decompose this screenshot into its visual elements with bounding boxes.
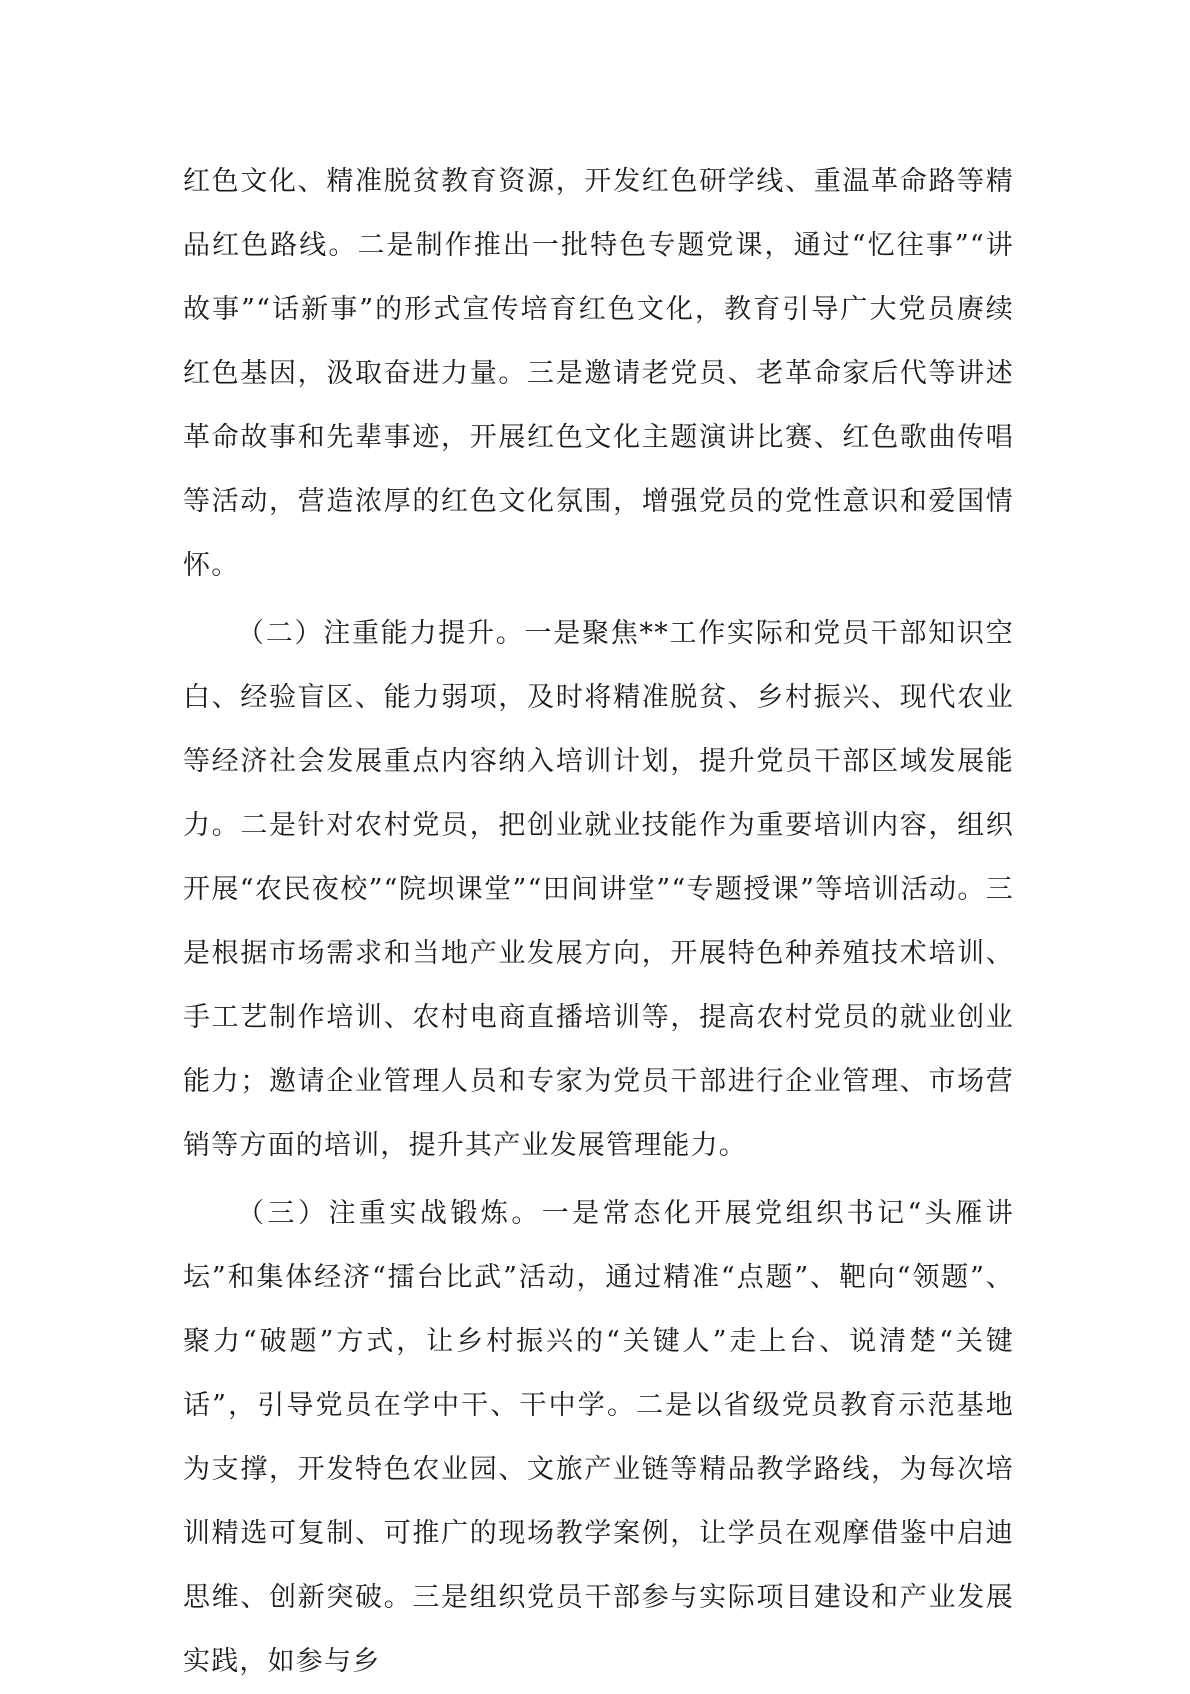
paragraph-capability-improvement: （二）注重能力提升。一是聚焦**工作实际和党员干部知识空白、经验盲区、能力弱项，及时将精准脱贫、乡村振兴、现代农业等经济社会发展重点内容纳入培训计划，提升党员干部区域发展能力。二是针对农村党员，把创业就业技能作为重要培训内容，组织开展“农民夜校”“院坝课堂”“田间讲堂”“专题授课”等培训活动。三是根据市场需求和当地产业发展方向，开展特色种养殖技术培训、手工艺制作培训、农村电商直播培训等，提高农村党员的就业创业能力；邀请企业管理人员和专家为党员干部进行企业管理、市场营销等方面的培训，提升其产业发展管理能力。 xyxy=(183,618,1014,1161)
paragraph-practical-training: （三）注重实战锻炼。一是常态化开展党组织书记“头雁讲坛”和集体经济“擂台比武”活动，通过精准“点题”、靶向“领题”、聚力“破题”方式，让乡村振兴的“关键人”走上台、说清楚“关键话”，引导党员在学中干、干中学。二是以省级党员教育示范基地为支撑，开发特色农业园、文旅产业链等精品教学路线，为每次培训精选可复制、可推广的现场教学案例，让学员在观摩借鉴中启迪思维、创新突破。三是组织党员干部参与实际项目建设和产业发展实践，如参与乡 xyxy=(183,1198,1014,1677)
paragraph-red-culture-continued: 红色文化、精准脱贫教育资源，开发红色研学线、重温革命路等精品红色路线。二是制作推出一批特色专题党课，通过“忆往事”“讲故事”“话新事”的形式宣传培育红色文化，教育引导广大党员赓续红色基因，汲取奋进力量。三是邀请老党员、老革命家后代等讲述革命故事和先辈事迹，开展红色文化主题演讲比赛、红色歌曲传唱等活动，营造浓厚的红色文化氛围，增强党员的党性意识和爱国情怀。 xyxy=(183,166,1014,581)
document-body xyxy=(183,150,1014,1694)
